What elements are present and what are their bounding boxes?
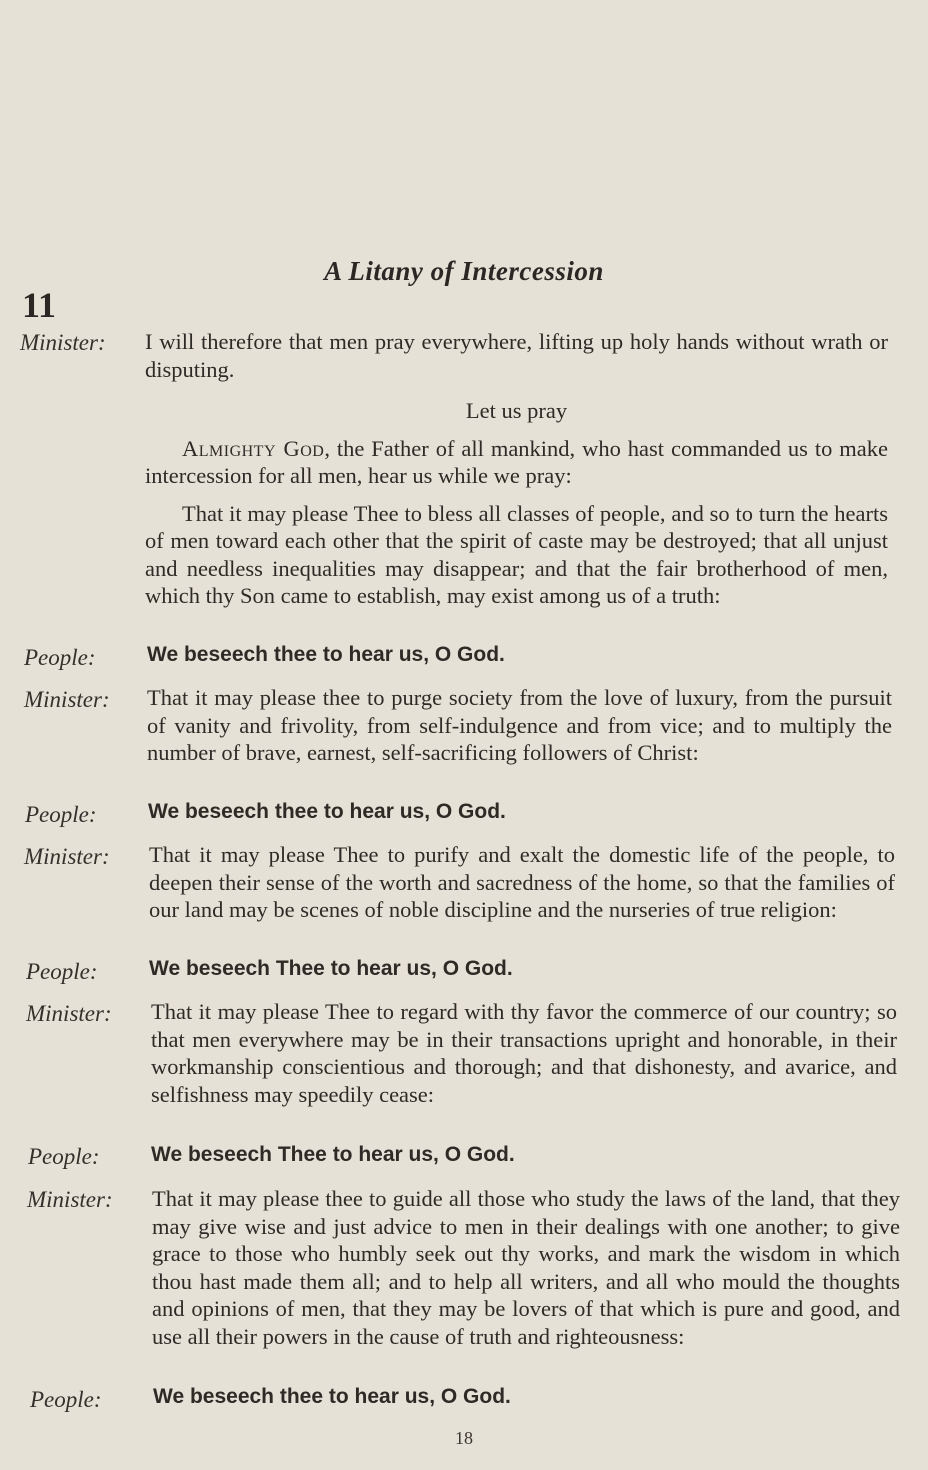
speaker-minister: Minister: [27, 1187, 113, 1212]
petition-3: That it may please Thee to purify and exalt the domestic life of the people, to deepen their sense of the worth and sacredness of the home, so that the families of our land may be scenes of noble discipline and the nurseries of true religion: [149, 842, 895, 922]
speaker-people: People: [28, 1144, 100, 1169]
scripture-verse: I will therefore that men pray everywhere, lifting up holy hands without wrath or disputing. [145, 329, 888, 382]
response-4: We beseech Thee to hear us, O God. [151, 1143, 515, 1166]
speaker-people: People: [25, 802, 97, 827]
speaker-people: People: [26, 959, 98, 984]
invocation [145, 435, 888, 490]
response-2: We beseech thee to hear us, O God. [148, 800, 506, 823]
opening-text [145, 328, 888, 610]
page-number: 18 [455, 1428, 473, 1448]
speaker-minister: Minister: [26, 1001, 112, 1026]
petition-2: That it may please thee to purge society from the love of luxury, from the pursuit of vanity and frivolity, from self-indulgence and from vice; and to multiply the number of brave, earnest, self-sacrificing followers of Christ: [147, 685, 892, 765]
response-5: We beseech thee to hear us, O God. [153, 1385, 511, 1408]
invocation-start: Almighty God [182, 435, 325, 461]
speaker-people: People: [24, 645, 96, 670]
speaker-minister: Minister: [20, 330, 106, 355]
selection-number: 11 [22, 285, 57, 325]
petition-4: That it may please Thee to regard with thy favor the commerce of our country; so that men everywhere may be in their transactions upright and honorable, in their workmanship conscientious and thorough; and that dishonesty, and avarice, and selfishness may speedily cease: [151, 999, 897, 1107]
speaker-minister: Minister: [24, 687, 110, 712]
invocation-rest: , the Father of all mankind, who hast commanded us to make intercession for all men, hear us while we pray: [145, 435, 888, 488]
speaker-people: People: [30, 1387, 102, 1412]
response-3: We beseech Thee to hear us, O God. [149, 957, 513, 980]
let-us-pray: Let us pray [465, 398, 568, 423]
petition-1: That it may please Thee to bless all classes of people, and so to turn the hearts of men toward each other that the spirit of caste may be destroyed; that all unjust and needless inequalities may disappear; and that the fair brotherhood of men, which thy Son came to establish, may exist among us of a truth: [145, 500, 888, 608]
litany-title: A Litany of Intercession [324, 256, 604, 286]
speaker-minister: Minister: [24, 844, 110, 869]
petition-5: That it may please thee to guide all those who study the laws of the land, that they may give wise and just advice to men in their dealings with one another; to give grace to those who humbly seek out thy works, and mark the wisdom in which thou hast made them all; and to help all writers, and all who mould the thoughts and opinions of men, that they may be lovers of that which is pure and good, and use all their powers in the cause of truth and righteousness: [152, 1186, 900, 1349]
response-1: We beseech thee to hear us, O God. [147, 643, 505, 666]
